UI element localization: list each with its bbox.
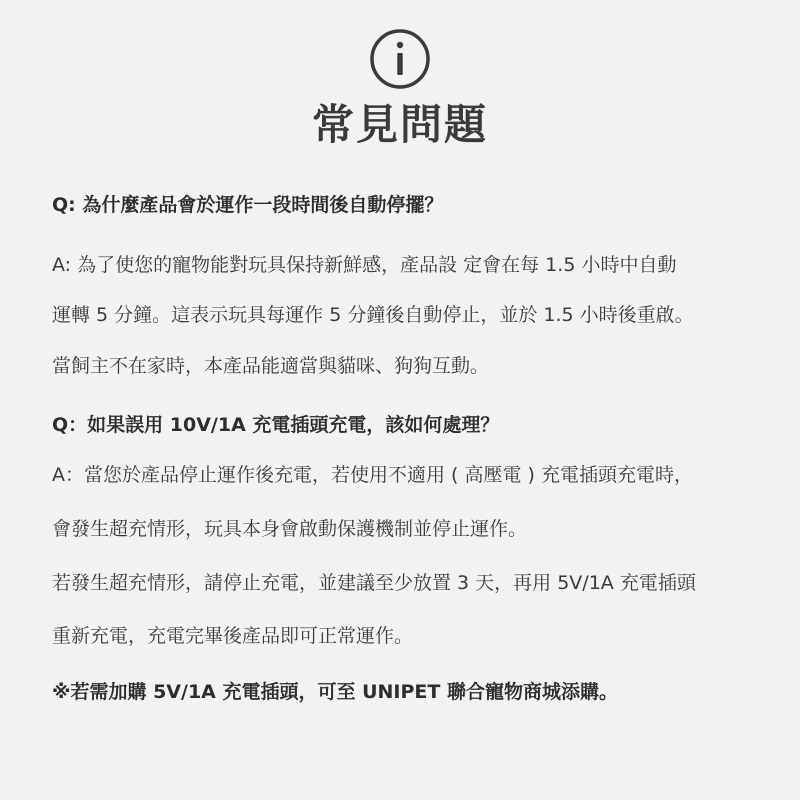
faq-question-1: Q: 為什麼產品會於運作一段時間後自動停擺？	[52, 194, 444, 216]
faq-question-2: Q：如果誤用 10V/1A 充電插頭充電，該如何處理？	[52, 414, 500, 436]
page-header	[0, 28, 800, 148]
faq-answer-2-line-4: 重新充電，充電完畢後產品即可正常運作。	[52, 625, 414, 647]
faq-answer-2-line-2: 會發生超充情形，玩具本身會啟動保護機制並停止運作。	[52, 518, 528, 540]
page-title: 常見問題	[311, 100, 488, 149]
faq-answer-1-line-1: A: 為了使您的寵物能對玩具保持新鮮感，產品設 定會在每 1.5 小時中自動	[52, 254, 677, 276]
faq-answer-1-line-2: 運轉 5 分鐘。這表示玩具每運作 5 分鐘後自動停止，並於 1.5 小時後重啟。	[52, 304, 694, 326]
faq-answer-2-line-3: 若發生超充情形，請停止充電，並建議至少放置 3 天，再用 5V/1A 充電插頭	[52, 572, 696, 594]
purchase-note: ※若需加購 5V/1A 充電插頭，可至 UNIPET 聯合寵物商城添購。	[52, 681, 618, 703]
faq-answer-1-line-3: 當飼主不在家時，本產品能適當與貓咪、狗狗互動。	[52, 355, 490, 377]
info-circle-icon	[369, 28, 431, 90]
faq-answer-2-line-1: A：當您於產品停止運作後充電，若使用不適用 ( 高壓電 ) 充電插頭充電時，	[52, 464, 693, 486]
